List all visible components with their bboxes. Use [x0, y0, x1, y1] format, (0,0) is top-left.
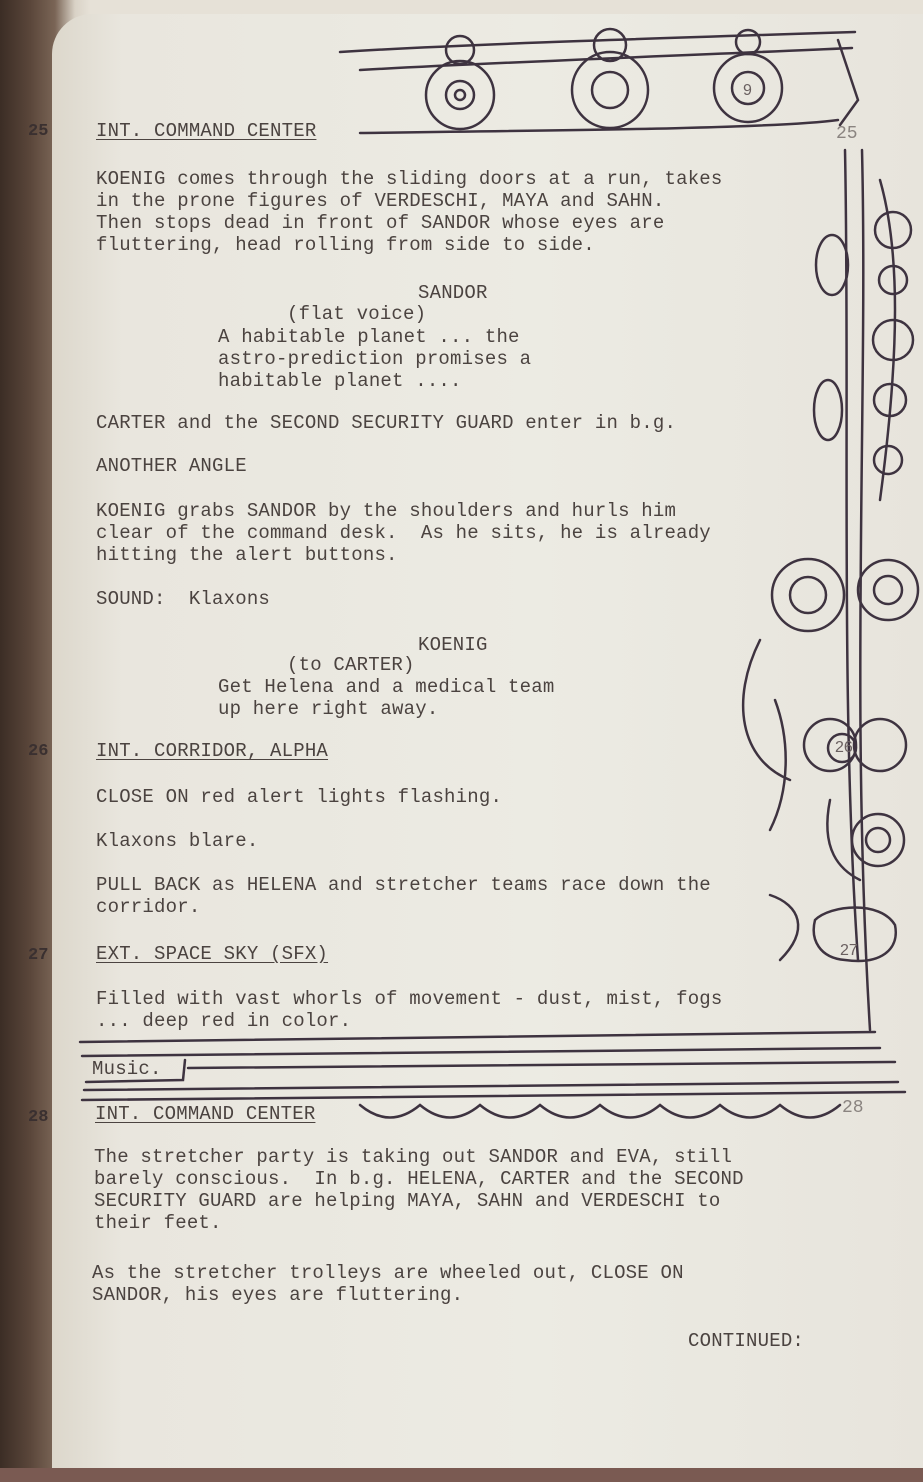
continued-marker: CONTINUED: [688, 1330, 805, 1352]
action-text: Filled with vast whorls of movement - dust, mist, fogs ... deep red in color. [96, 988, 723, 1032]
sound-cue: SOUND: Klaxons [96, 588, 271, 610]
scene-number-right: 28 [842, 1098, 864, 1118]
scene-heading: EXT. SPACE SKY (SFX) [96, 943, 329, 965]
character-name: KOENIG [418, 634, 488, 656]
action-text: The stretcher party is taking out SANDOR and EVA, still barely conscious. In b.g. HELENA, CARTER and the SECOND SECURITY GUARD are helping MAYA, SAHN and VERDESCHI to their feet. [94, 1146, 744, 1234]
action-text: KOENIG comes through the sliding doors at a run, takes in the prone figures of VERDESCHI, MAYA and SAHN. Then stops dead in front of SANDOR whose eyes are fluttering, head rolling from side to side. [96, 168, 723, 256]
doodle-number: 26 [835, 739, 853, 756]
dialogue-text: Get Helena and a medical team up here right away. [218, 676, 555, 720]
dialogue-text: A habitable planet ... the astro-prediction promises a habitable planet .... [218, 326, 532, 392]
music-note: Music. [92, 1058, 162, 1080]
parenthetical: (flat voice) [287, 303, 427, 325]
scene-heading: INT. COMMAND CENTER [96, 120, 317, 142]
scene-heading: INT. COMMAND CENTER [95, 1103, 316, 1125]
scene-number: 25 [28, 122, 49, 141]
action-text: Klaxons blare. [96, 830, 259, 852]
parenthetical: (to CARTER) [287, 654, 415, 676]
action-text: KOENIG grabs SANDOR by the shoulders and hurls him clear of the command desk. As he sits, he is already hitting the alert buttons. [96, 500, 711, 566]
scene-number: 27 [28, 946, 49, 965]
action-text: As the stretcher trolleys are wheeled out, CLOSE ON SANDOR, his eyes are fluttering. [92, 1262, 684, 1306]
scene-number: 28 [28, 1108, 49, 1127]
scene-number-right: 25 [836, 124, 858, 144]
doodle-number: 27 [840, 942, 858, 959]
scene-heading: INT. CORRIDOR, ALPHA [96, 740, 329, 762]
doodle-number: 9 [743, 82, 752, 99]
shot-direction: ANOTHER ANGLE [96, 455, 247, 477]
action-text: CARTER and the SECOND SECURITY GUARD enter in b.g. [96, 412, 677, 434]
action-text: PULL BACK as HELENA and stretcher teams race down the corridor. [96, 874, 711, 918]
character-name: SANDOR [418, 282, 488, 304]
action-text: CLOSE ON red alert lights flashing. [96, 786, 503, 808]
scene-number: 26 [28, 742, 49, 761]
